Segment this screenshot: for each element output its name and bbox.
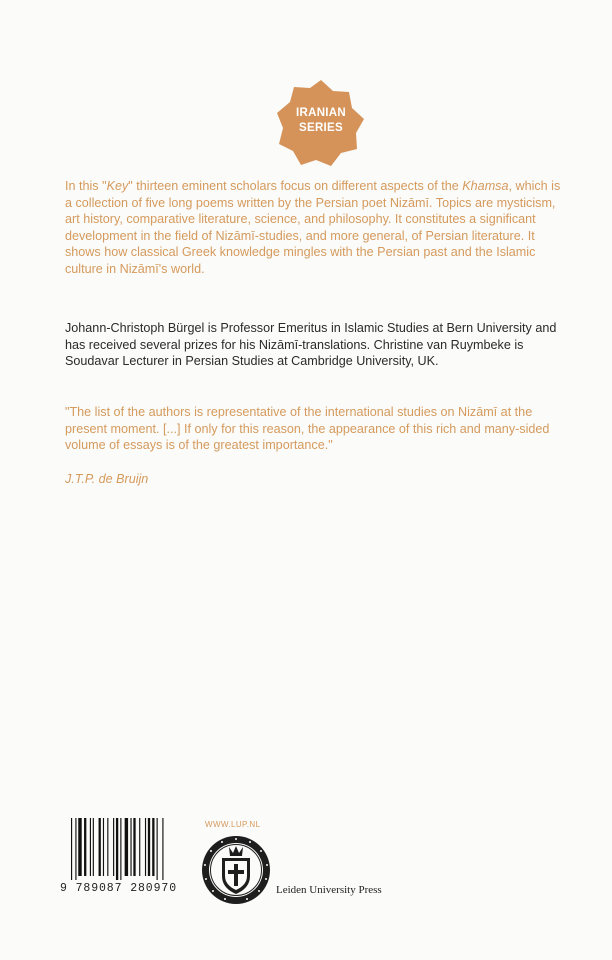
key-title: Key bbox=[106, 179, 129, 193]
blurb-intro: In this bbox=[65, 179, 103, 193]
editors-bio: Johann-Christoph Bürgel is Professor Emeritus in Islamic Studies at Bern University and has received several prizes for his Nizāmī-translations. Christine van Ruymbeke is Soudavar Lecturer in Persian Studies at Cambridge University, UK. bbox=[65, 321, 557, 368]
khamsa-title: Khamsa bbox=[462, 179, 509, 193]
iranian-series-badge bbox=[276, 78, 366, 168]
badge-line-2: SERIES bbox=[299, 122, 343, 134]
description-paragraph: In this "Key" thirteen eminent scholars focus on different aspects of the Khamsa, which is a collection of five long poems written by the Persian poet Nizāmī. Topics are mysticism, art history, comparative literature, science, and philosophy. It constitutes a significant development in the field of Nizāmī-studies, and more general, of Persian literature. It shows how classical Greek knowledge mingles with the Persian past and the Islamic culture in Nizāmī's world. bbox=[65, 179, 561, 276]
publisher-url[interactable]: WWW.LUP.NL bbox=[205, 820, 261, 829]
isbn-barcode bbox=[60, 818, 196, 904]
blurb-rest: , which is a collection of five long poems written by the Persian poet Nizāmī. Topics are mysticism, art history, comparative literature, science, and philosophy. It constitutes a significant development in the field of Nizāmī-studies, and more general, of Persian literature. It shows how classical Greek knowledge mingles with the Persian past and the Islamic culture in Nizāmī's world. bbox=[65, 179, 561, 276]
publisher-name: Leiden University Press bbox=[276, 884, 382, 896]
barcode-icon bbox=[71, 818, 197, 880]
badge-line-1: IRANIAN bbox=[295, 107, 346, 119]
review-quote: "The list of the authors is representative of the international studies on Nizāmī at the present moment. [...] If only for this reason, the appearance of this rich and many-sided volume of essays is of the greatest importance." bbox=[65, 405, 550, 452]
blurb-middle: thirteen eminent scholars focus on different aspects of the bbox=[132, 179, 463, 193]
university-seal-icon bbox=[200, 834, 272, 906]
quote-author: J.T.P. de Bruijn bbox=[65, 472, 149, 486]
isbn-digits: 9 789087 280970 bbox=[60, 882, 178, 895]
